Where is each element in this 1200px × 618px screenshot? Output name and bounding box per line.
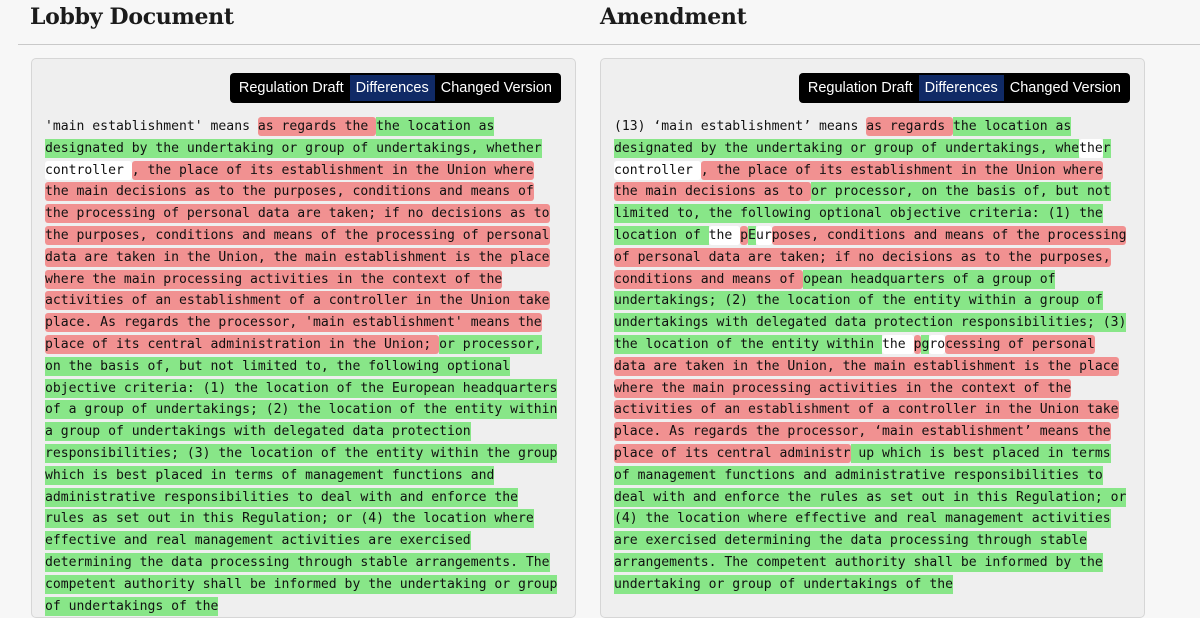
removed-text: , the place of its establishment in the Union where the main decisions as to the purposes, conditions and means of the processing of personal data are taken; if no decisions as to the purposes, conditions and means of the processing of personal data are taken in the Union, the main establishment is the place where the main processing activities in the context of the activities of an establishment of a controller in the Union take place. As regards the processor, 'main establishment' means the place of its central administration in the Union; — [45, 162, 550, 352]
unchanged-text: 'main establishment' means — [45, 119, 258, 134]
removed-text: , the place of its establishment in the Union where the main decisions as to — [614, 162, 1103, 200]
added-text: g — [921, 336, 930, 352]
changed-version-button[interactable]: Changed Version — [1009, 80, 1121, 96]
differences-button[interactable]: Differences — [350, 75, 435, 101]
unchanged-text: the — [882, 336, 914, 352]
view-toggle — [230, 73, 561, 103]
regulation-draft-button[interactable]: Regulation Draft — [238, 80, 344, 96]
added-text: or processor, on the basis of, but not limited to, the following optional objective criteria: (1) the location of — [614, 184, 1111, 243]
added-text: opean headquarters of a group of undertakings; (2) the location of the entity within a group of undertakings with delegated data protection responsibilities; (3) the location of the entity within — [614, 271, 1127, 352]
changed-version-button[interactable]: Changed Version — [440, 80, 552, 96]
unchanged-text: the — [708, 227, 741, 243]
unchanged-text: ro — [929, 336, 946, 352]
lobby-document-panel — [31, 58, 576, 618]
unchanged-text: ur — [755, 227, 772, 243]
unchanged-text: (13) ‘main establishment’ means — [614, 119, 867, 134]
added-text: the location as designated by the undertaking or group of undertakings, whether — [45, 119, 542, 156]
added-text: the location as designated by the undertaking or group of undertakings, whe — [614, 119, 1080, 156]
header-divider — [18, 44, 1200, 45]
unchanged-text: controller — [45, 162, 132, 178]
removed-text: poses, conditions and means of the processing of personal data are taken; if no decisions as to the purposes, conditions and means of — [614, 227, 1127, 287]
amendment-title: Amendment — [600, 4, 747, 30]
diff-text — [614, 116, 1129, 596]
removed-text: as regards — [866, 119, 953, 134]
view-toggle — [799, 73, 1130, 103]
differences-button[interactable]: Differences — [919, 75, 1004, 101]
removed-text: as regards the — [257, 119, 377, 134]
removed-text: p — [740, 227, 749, 243]
removed-text: p — [913, 336, 922, 352]
amendment-panel — [600, 58, 1145, 618]
unchanged-text: the — [1079, 140, 1103, 156]
diff-text — [45, 116, 560, 617]
added-text: E — [748, 227, 756, 243]
added-text: r — [1102, 140, 1111, 156]
added-text: or processor, on the basis of, but not limited to, the following optional objective criteria: (1) the location of the European headquarters of a group of undertakings; (2) the location of the entity within a group of undertakings with delegated data protection responsibilities; (3) the location of the entity within the group which is best placed in terms of management functions and administrative responsibilities to deal with and enforce the rules as set out in this Regulation; or (4) the location where effective and real management activities are exercised determining the data processing through stable arrangements. The competent authority shall be informed by the undertaking or group of undertakings of the — [45, 336, 558, 614]
regulation-draft-button[interactable]: Regulation Draft — [807, 80, 913, 96]
unchanged-text: controller — [614, 162, 701, 178]
lobby-document-title: Lobby Document — [30, 4, 234, 30]
added-text: up which is best placed in terms of management functions and administrative responsibilities to deal with and enforce the rules as set out in this Regulation; or (4) the location where effective and real management activities are exercised determining the data processing through stable arrangements. The competent authority shall be informed by the undertaking or group of undertakings of the — [614, 445, 1127, 592]
removed-text: cessing of personal data are taken in the Union, the main establishment is the place where the main processing activities in the context of the activities of an establishment of a controller in the Union take place. As regards the processor, ‘main establishment’ means the place of its central administr — [614, 336, 1119, 461]
